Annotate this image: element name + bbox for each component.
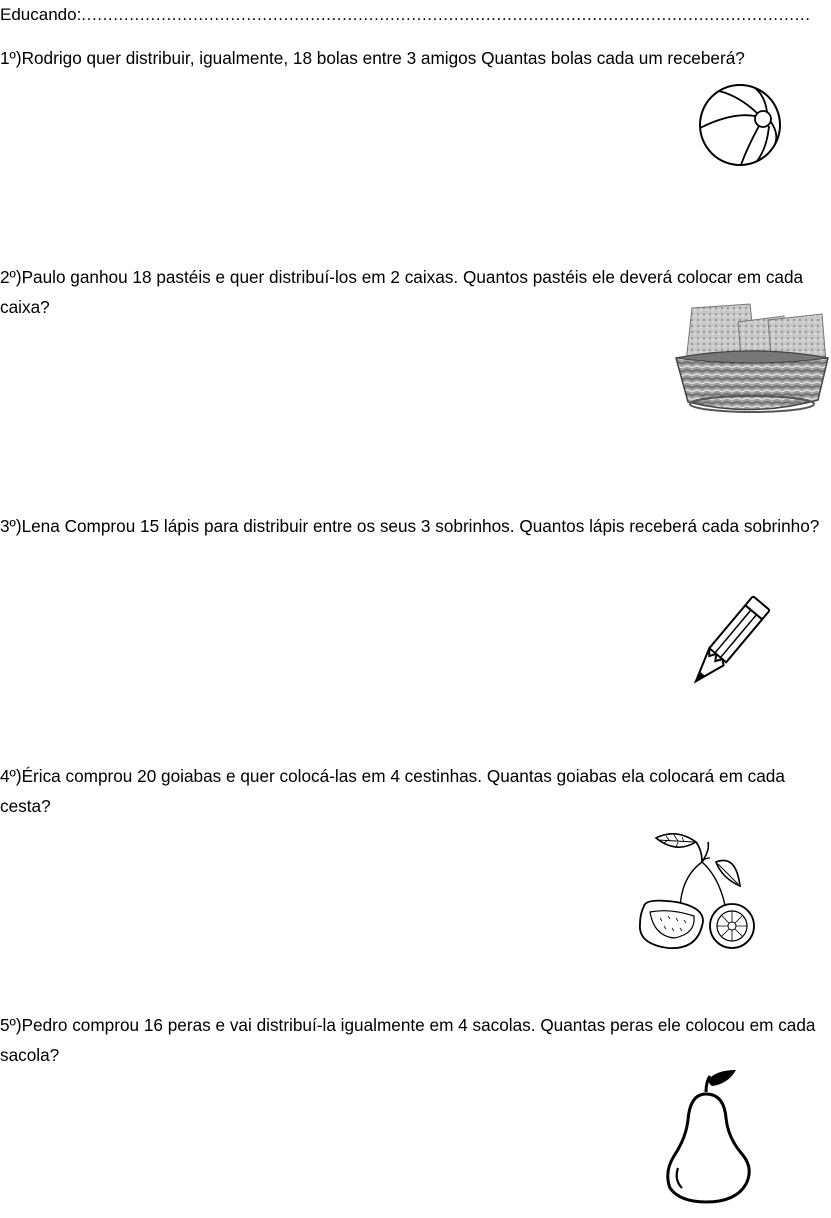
question-2-text: Paulo ganhou 18 pastéis e quer distribuí-los em 2 caixas. Quantos pastéis ele deverá colocar em cada caixa? (0, 267, 804, 317)
question-1-text: Rodrigo quer distribuir, igualmente, 18 bolas entre 3 amigos Quantas bolas cada um receberá? (21, 48, 745, 68)
student-name-label: Educando: (0, 5, 82, 24)
question-4-number: 4º) (0, 766, 22, 786)
student-name-dots: ......................................................................................................................................... (81, 5, 811, 24)
question-1-number: 1º) (0, 48, 22, 68)
guava-icon (636, 828, 760, 956)
question-2-number: 2º) (0, 267, 22, 287)
beach-ball-icon (697, 82, 783, 168)
question-3-text: Lena Comprou 15 lápis para distribuir entre os seus 3 sobrinhos. Quantos lápis receberá cada sobrinho? (21, 516, 820, 536)
student-name-line[interactable] (0, 6, 811, 23)
question-4 (0, 762, 826, 821)
question-3 (0, 512, 826, 542)
pastry-basket-icon (672, 300, 831, 420)
question-1 (0, 44, 826, 74)
question-3-number: 3º) (0, 516, 22, 536)
question-4-text: Érica comprou 20 goiabas e quer colocá-las em 4 cestinhas. Quantas goiabas ela colocará em cada cesta? (0, 766, 785, 816)
question-5-number: 5º) (0, 1015, 22, 1035)
pencil-icon (686, 590, 770, 696)
question-5-text: Pedro comprou 16 peras e vai distribuí-la igualmente em 4 sacolas. Quantas peras ele colocou em cada sacola? (0, 1015, 816, 1065)
question-5 (0, 1011, 826, 1070)
pear-icon (662, 1068, 756, 1204)
